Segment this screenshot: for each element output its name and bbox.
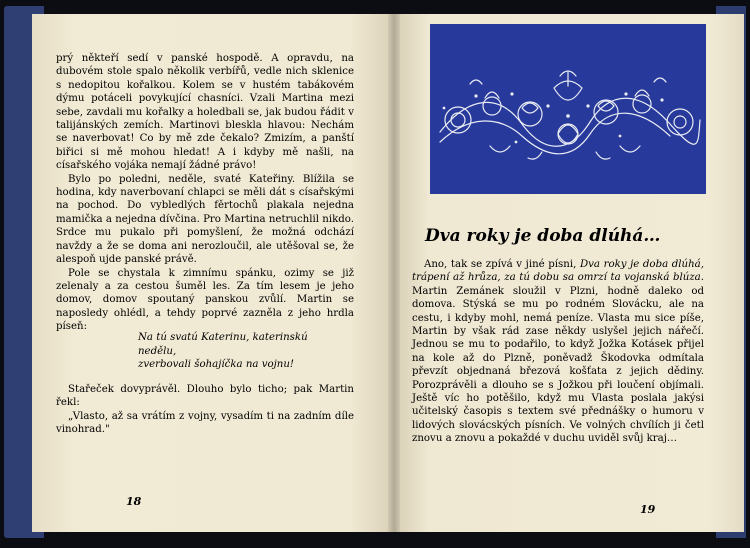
song-line-3: zverbovali šohajíčka na vojnu! [138,359,295,371]
left-paragraph-4: Stařeček dovyprávěl. Dlouho bylo ticho; pak Martin řekl: [56,384,354,409]
ornament-svg [430,24,706,194]
page-number-left: 18 [126,495,142,508]
folk-ornament-illustration [430,24,706,194]
left-paragraph-3: Pole se chystala k zimnímu spánku, ozimy se již zelenaly a za cestou šuměl les. Za tím lesem je jeho domov, domov spoutaný panskou zvůlí. Martin se naposledy ohlédl, a tehdy poprvé zazněla z jeho hrdla píseň: [56,267,354,333]
chapter-title: Dva roky je doba dlúhá… [425,226,661,246]
page-number-right: 19 [640,503,656,516]
right-paragraph-intro: Ano, tak se zpívá v jiné písni, [424,259,580,270]
right-paragraph [412,258,704,446]
left-paragraph-5: „Vlasto, až sa vrátím z vojny, vysadím ti na zadním díle vinohrad." [56,410,354,436]
left-paragraph-1: prý někteří sedí v panské hospodě. A opravdu, na dubovém stole spalo několik verbířů, vedle nich sklenice s nedopitou kořalkou. Kolem se v hustém tabákovém dýmu potáceli povykující chasníci. Vzali Martina mezi sebe, zavdali mu kořalky a holedbali se, jak budou řádit v talijánských zemích. Martinovi bleskla hlavou: Nechám se naverbovat! Co by mě zde čekalo? Zmizím, a panští biřici si mě mohou hledat! A i kdyby mě našli, na císařského vojáka nemají žádné právo! [56,53,354,172]
left-page-text-after-song [56,383,354,437]
right-page-text [412,258,704,446]
song-line-1: Na tú svatú Katerinu, katerinskú [138,332,308,343]
left-page-text [56,52,354,334]
song-quote: Dva roky je doba dlúhá, trápení až hrůza, za tú dobu sa omrzí ta vojanská blúza. [412,259,704,284]
song-verse [138,331,358,372]
book-gutter [388,14,400,532]
left-paragraph-2: Bylo po poledni, neděle, svaté Kateřiny. Blížila se hodina, kdy naverbovaní chlapci se měli dát s císařskými na pochod. Do vybledlých fěrtochů plakala nejedna mamička a nejedna dívčina. Pro Martina netruchlil nikdo. Srdce mu pukalo při pomyšlení, že možná odchází navždy a že se doma ani nerozloučil, ale utěšoval se, že alespoň ujde panské právě. [56,173,354,266]
right-paragraph-body: Martin Zemánek sloužil v Plzni, hodně daleko od domova. Stýská se mu po rodném Slovácku, ale na cestu, i kdyby mohl, nemá peníze. Vlasta mu sice píše, Martin by však rád zase někdy uslyšel jejich nářečí. Jednou se mu to podařilo, to když Jožka Kotásek přijel na kole až do Plzně, poněvadž Škodovka odmítala převzít objednaná březová košťata z jejich dědiny. Porozprávěli a dlouho se s Jožkou při loučení objímali. Ještě víc ho potěšilo, když mu Vlasta poslala jakýsi učitelský časopis s textem své přednášky o humoru v lidových slovácských písních. Ve volných chvílích ji četl znovu a znovu a pokaždé v duchu uviděl svůj kraj… [412,285,704,445]
song-line-2: nedělu, [138,345,177,357]
